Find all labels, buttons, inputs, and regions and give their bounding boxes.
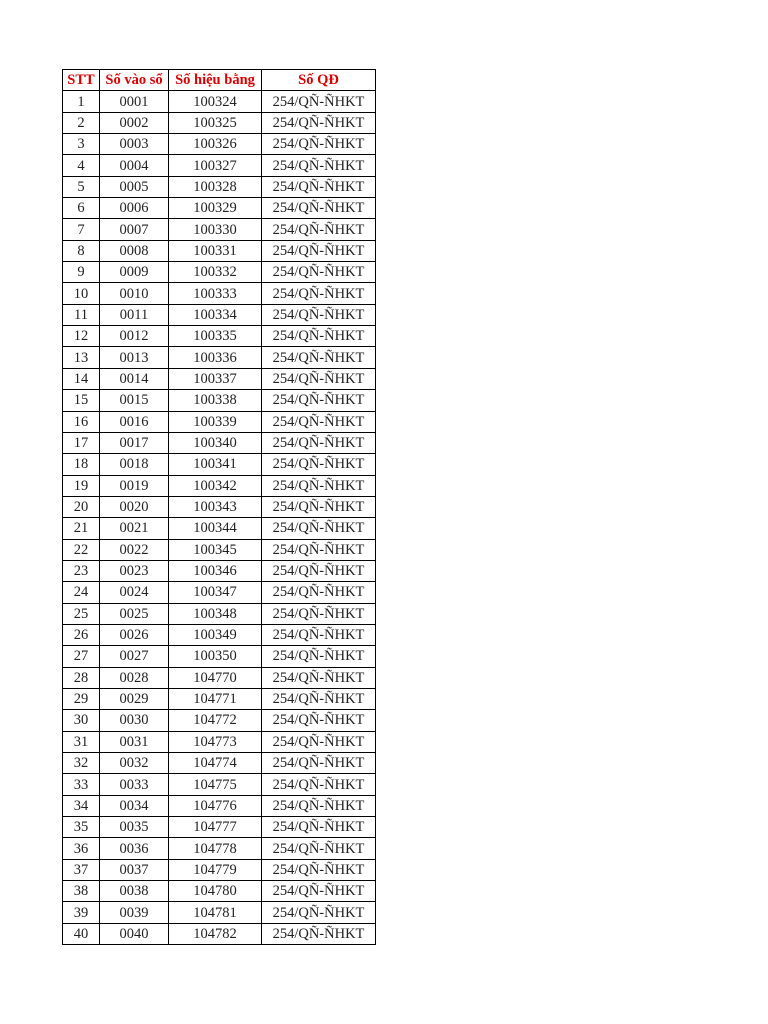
cell-stt: 38 [63, 881, 100, 902]
cell-so-hieu-bang: 100337 [169, 368, 262, 389]
cell-so-vao-so: 0040 [100, 923, 169, 944]
cell-stt: 23 [63, 560, 100, 581]
cell-stt: 18 [63, 454, 100, 475]
cell-stt: 25 [63, 603, 100, 624]
table-row [63, 624, 376, 645]
cell-so-hieu-bang: 100329 [169, 198, 262, 219]
cell-so-hieu-bang: 104775 [169, 774, 262, 795]
cell-so-qd: 254/QÑ-ÑHKT [262, 432, 376, 453]
table-row [63, 283, 376, 304]
cell-so-vao-so: 0022 [100, 539, 169, 560]
cell-so-qd: 254/QÑ-ÑHKT [262, 518, 376, 539]
cell-so-vao-so: 0028 [100, 667, 169, 688]
table-row [63, 859, 376, 880]
column-header-so-qd: Số QĐ [262, 70, 376, 91]
cell-so-hieu-bang: 100327 [169, 155, 262, 176]
table-row [63, 176, 376, 197]
cell-so-vao-so: 0011 [100, 304, 169, 325]
cell-so-hieu-bang: 100331 [169, 240, 262, 261]
cell-stt: 6 [63, 198, 100, 219]
cell-stt: 34 [63, 795, 100, 816]
cell-so-qd: 254/QÑ-ÑHKT [262, 198, 376, 219]
cell-so-vao-so: 0034 [100, 795, 169, 816]
cell-so-vao-so: 0018 [100, 454, 169, 475]
cell-so-qd: 254/QÑ-ÑHKT [262, 155, 376, 176]
cell-so-vao-so: 0016 [100, 411, 169, 432]
table-row [63, 454, 376, 475]
table-row [63, 368, 376, 389]
cell-stt: 5 [63, 176, 100, 197]
cell-so-hieu-bang: 100332 [169, 262, 262, 283]
cell-stt: 31 [63, 731, 100, 752]
cell-so-vao-so: 0013 [100, 347, 169, 368]
table-row [63, 326, 376, 347]
cell-so-qd: 254/QÑ-ÑHKT [262, 624, 376, 645]
cell-so-hieu-bang: 104776 [169, 795, 262, 816]
cell-so-hieu-bang: 100345 [169, 539, 262, 560]
cell-so-hieu-bang: 104770 [169, 667, 262, 688]
cell-so-hieu-bang: 100330 [169, 219, 262, 240]
cell-stt: 37 [63, 859, 100, 880]
table-row [63, 155, 376, 176]
table-row [63, 262, 376, 283]
cell-so-vao-so: 0006 [100, 198, 169, 219]
cell-so-qd: 254/QÑ-ÑHKT [262, 603, 376, 624]
cell-so-vao-so: 0036 [100, 838, 169, 859]
cell-so-qd: 254/QÑ-ÑHKT [262, 817, 376, 838]
cell-so-hieu-bang: 100324 [169, 91, 262, 112]
table-row [63, 603, 376, 624]
cell-stt: 13 [63, 347, 100, 368]
table-row [63, 240, 376, 261]
cell-so-qd: 254/QÑ-ÑHKT [262, 646, 376, 667]
cell-so-vao-so: 0005 [100, 176, 169, 197]
cell-so-hieu-bang: 104777 [169, 817, 262, 838]
cell-so-qd: 254/QÑ-ÑHKT [262, 902, 376, 923]
cell-so-hieu-bang: 104782 [169, 923, 262, 944]
cell-so-qd: 254/QÑ-ÑHKT [262, 838, 376, 859]
cell-so-vao-so: 0038 [100, 881, 169, 902]
cell-stt: 20 [63, 496, 100, 517]
table-row [63, 710, 376, 731]
table-row [63, 795, 376, 816]
cell-so-vao-so: 0032 [100, 753, 169, 774]
table-row [63, 475, 376, 496]
column-header-so-vao-so: Số vào sổ [100, 70, 169, 91]
cell-so-hieu-bang: 104781 [169, 902, 262, 923]
cell-so-vao-so: 0008 [100, 240, 169, 261]
table-row [63, 560, 376, 581]
cell-so-qd: 254/QÑ-ÑHKT [262, 368, 376, 389]
cell-so-hieu-bang: 100340 [169, 432, 262, 453]
cell-so-hieu-bang: 104772 [169, 710, 262, 731]
table-row [63, 304, 376, 325]
cell-so-hieu-bang: 100349 [169, 624, 262, 645]
cell-stt: 29 [63, 688, 100, 709]
cell-so-vao-so: 0031 [100, 731, 169, 752]
cell-so-qd: 254/QÑ-ÑHKT [262, 454, 376, 475]
cell-stt: 2 [63, 112, 100, 133]
table-row [63, 902, 376, 923]
cell-so-hieu-bang: 100348 [169, 603, 262, 624]
cell-so-qd: 254/QÑ-ÑHKT [262, 688, 376, 709]
cell-so-qd: 254/QÑ-ÑHKT [262, 283, 376, 304]
cell-stt: 19 [63, 475, 100, 496]
cell-so-vao-so: 0010 [100, 283, 169, 304]
cell-so-qd: 254/QÑ-ÑHKT [262, 539, 376, 560]
cell-so-vao-so: 0020 [100, 496, 169, 517]
cell-stt: 14 [63, 368, 100, 389]
cell-so-qd: 254/QÑ-ÑHKT [262, 496, 376, 517]
table-row [63, 112, 376, 133]
cell-stt: 16 [63, 411, 100, 432]
cell-so-vao-so: 0033 [100, 774, 169, 795]
cell-stt: 28 [63, 667, 100, 688]
cell-so-vao-so: 0012 [100, 326, 169, 347]
cell-so-hieu-bang: 104774 [169, 753, 262, 774]
cell-stt: 3 [63, 134, 100, 155]
cell-so-qd: 254/QÑ-ÑHKT [262, 923, 376, 944]
header-row [63, 70, 376, 91]
cell-stt: 39 [63, 902, 100, 923]
table-row [63, 646, 376, 667]
cell-stt: 8 [63, 240, 100, 261]
table-row [63, 838, 376, 859]
cell-so-qd: 254/QÑ-ÑHKT [262, 176, 376, 197]
cell-so-vao-so: 0015 [100, 390, 169, 411]
cell-so-hieu-bang: 104771 [169, 688, 262, 709]
cell-so-hieu-bang: 100342 [169, 475, 262, 496]
cell-so-hieu-bang: 100347 [169, 582, 262, 603]
table-row [63, 881, 376, 902]
table-row [63, 198, 376, 219]
cell-so-vao-so: 0021 [100, 518, 169, 539]
cell-stt: 9 [63, 262, 100, 283]
cell-so-vao-so: 0009 [100, 262, 169, 283]
table-row [63, 432, 376, 453]
table-row [63, 347, 376, 368]
table-row [63, 539, 376, 560]
cell-so-qd: 254/QÑ-ÑHKT [262, 262, 376, 283]
cell-stt: 30 [63, 710, 100, 731]
cell-so-hieu-bang: 104780 [169, 881, 262, 902]
table-row [63, 731, 376, 752]
table-row [63, 817, 376, 838]
cell-so-vao-so: 0029 [100, 688, 169, 709]
cell-so-hieu-bang: 100344 [169, 518, 262, 539]
cell-stt: 12 [63, 326, 100, 347]
cell-so-qd: 254/QÑ-ÑHKT [262, 731, 376, 752]
cell-so-qd: 254/QÑ-ÑHKT [262, 881, 376, 902]
cell-so-vao-so: 0023 [100, 560, 169, 581]
cell-so-hieu-bang: 100326 [169, 134, 262, 155]
column-header-stt: STT [63, 70, 100, 91]
table-row [63, 774, 376, 795]
cell-stt: 32 [63, 753, 100, 774]
cell-so-vao-so: 0037 [100, 859, 169, 880]
cell-so-vao-so: 0035 [100, 817, 169, 838]
cell-so-qd: 254/QÑ-ÑHKT [262, 240, 376, 261]
cell-so-hieu-bang: 104779 [169, 859, 262, 880]
cell-stt: 27 [63, 646, 100, 667]
cell-so-qd: 254/QÑ-ÑHKT [262, 304, 376, 325]
cell-stt: 35 [63, 817, 100, 838]
cell-so-hieu-bang: 100336 [169, 347, 262, 368]
cell-stt: 24 [63, 582, 100, 603]
table-row [63, 496, 376, 517]
cell-so-qd: 254/QÑ-ÑHKT [262, 390, 376, 411]
cell-stt: 17 [63, 432, 100, 453]
diploma-register-table [62, 69, 376, 945]
cell-stt: 7 [63, 219, 100, 240]
cell-stt: 26 [63, 624, 100, 645]
cell-so-qd: 254/QÑ-ÑHKT [262, 774, 376, 795]
cell-so-hieu-bang: 100335 [169, 326, 262, 347]
cell-stt: 15 [63, 390, 100, 411]
cell-so-vao-so: 0039 [100, 902, 169, 923]
table-row [63, 518, 376, 539]
column-header-so-hieu-bang: Số hiệu bằng [169, 70, 262, 91]
cell-stt: 10 [63, 283, 100, 304]
cell-so-hieu-bang: 100325 [169, 112, 262, 133]
cell-stt: 33 [63, 774, 100, 795]
cell-so-vao-so: 0017 [100, 432, 169, 453]
cell-so-hieu-bang: 100339 [169, 411, 262, 432]
table-row [63, 582, 376, 603]
table-row [63, 923, 376, 944]
cell-so-hieu-bang: 100350 [169, 646, 262, 667]
cell-so-qd: 254/QÑ-ÑHKT [262, 859, 376, 880]
table-row [63, 753, 376, 774]
cell-stt: 1 [63, 91, 100, 112]
cell-so-qd: 254/QÑ-ÑHKT [262, 219, 376, 240]
cell-so-qd: 254/QÑ-ÑHKT [262, 326, 376, 347]
cell-so-vao-so: 0001 [100, 91, 169, 112]
table-header [63, 70, 376, 91]
cell-so-hieu-bang: 100341 [169, 454, 262, 475]
table-row [63, 688, 376, 709]
cell-so-qd: 254/QÑ-ÑHKT [262, 91, 376, 112]
cell-so-vao-so: 0004 [100, 155, 169, 176]
cell-so-qd: 254/QÑ-ÑHKT [262, 347, 376, 368]
table-row [63, 219, 376, 240]
table-body [63, 91, 376, 945]
cell-so-vao-so: 0003 [100, 134, 169, 155]
cell-so-hieu-bang: 100328 [169, 176, 262, 197]
cell-so-hieu-bang: 100333 [169, 283, 262, 304]
cell-so-vao-so: 0027 [100, 646, 169, 667]
cell-so-qd: 254/QÑ-ÑHKT [262, 475, 376, 496]
cell-so-vao-so: 0025 [100, 603, 169, 624]
cell-so-vao-so: 0007 [100, 219, 169, 240]
cell-so-vao-so: 0024 [100, 582, 169, 603]
cell-so-vao-so: 0030 [100, 710, 169, 731]
cell-stt: 36 [63, 838, 100, 859]
cell-so-qd: 254/QÑ-ÑHKT [262, 560, 376, 581]
cell-so-qd: 254/QÑ-ÑHKT [262, 582, 376, 603]
cell-so-hieu-bang: 104773 [169, 731, 262, 752]
cell-so-vao-so: 0026 [100, 624, 169, 645]
cell-so-hieu-bang: 100346 [169, 560, 262, 581]
table-row [63, 411, 376, 432]
cell-stt: 21 [63, 518, 100, 539]
cell-so-vao-so: 0019 [100, 475, 169, 496]
cell-so-hieu-bang: 100338 [169, 390, 262, 411]
table-row [63, 390, 376, 411]
cell-stt: 40 [63, 923, 100, 944]
cell-so-qd: 254/QÑ-ÑHKT [262, 667, 376, 688]
cell-so-hieu-bang: 104778 [169, 838, 262, 859]
cell-so-hieu-bang: 100334 [169, 304, 262, 325]
cell-so-qd: 254/QÑ-ÑHKT [262, 795, 376, 816]
table-row [63, 667, 376, 688]
table-row [63, 91, 376, 112]
cell-so-vao-so: 0002 [100, 112, 169, 133]
cell-so-qd: 254/QÑ-ÑHKT [262, 710, 376, 731]
cell-so-vao-so: 0014 [100, 368, 169, 389]
cell-so-qd: 254/QÑ-ÑHKT [262, 134, 376, 155]
table-row [63, 134, 376, 155]
cell-stt: 4 [63, 155, 100, 176]
cell-so-hieu-bang: 100343 [169, 496, 262, 517]
cell-stt: 22 [63, 539, 100, 560]
cell-so-qd: 254/QÑ-ÑHKT [262, 753, 376, 774]
cell-so-qd: 254/QÑ-ÑHKT [262, 112, 376, 133]
cell-so-qd: 254/QÑ-ÑHKT [262, 411, 376, 432]
cell-stt: 11 [63, 304, 100, 325]
